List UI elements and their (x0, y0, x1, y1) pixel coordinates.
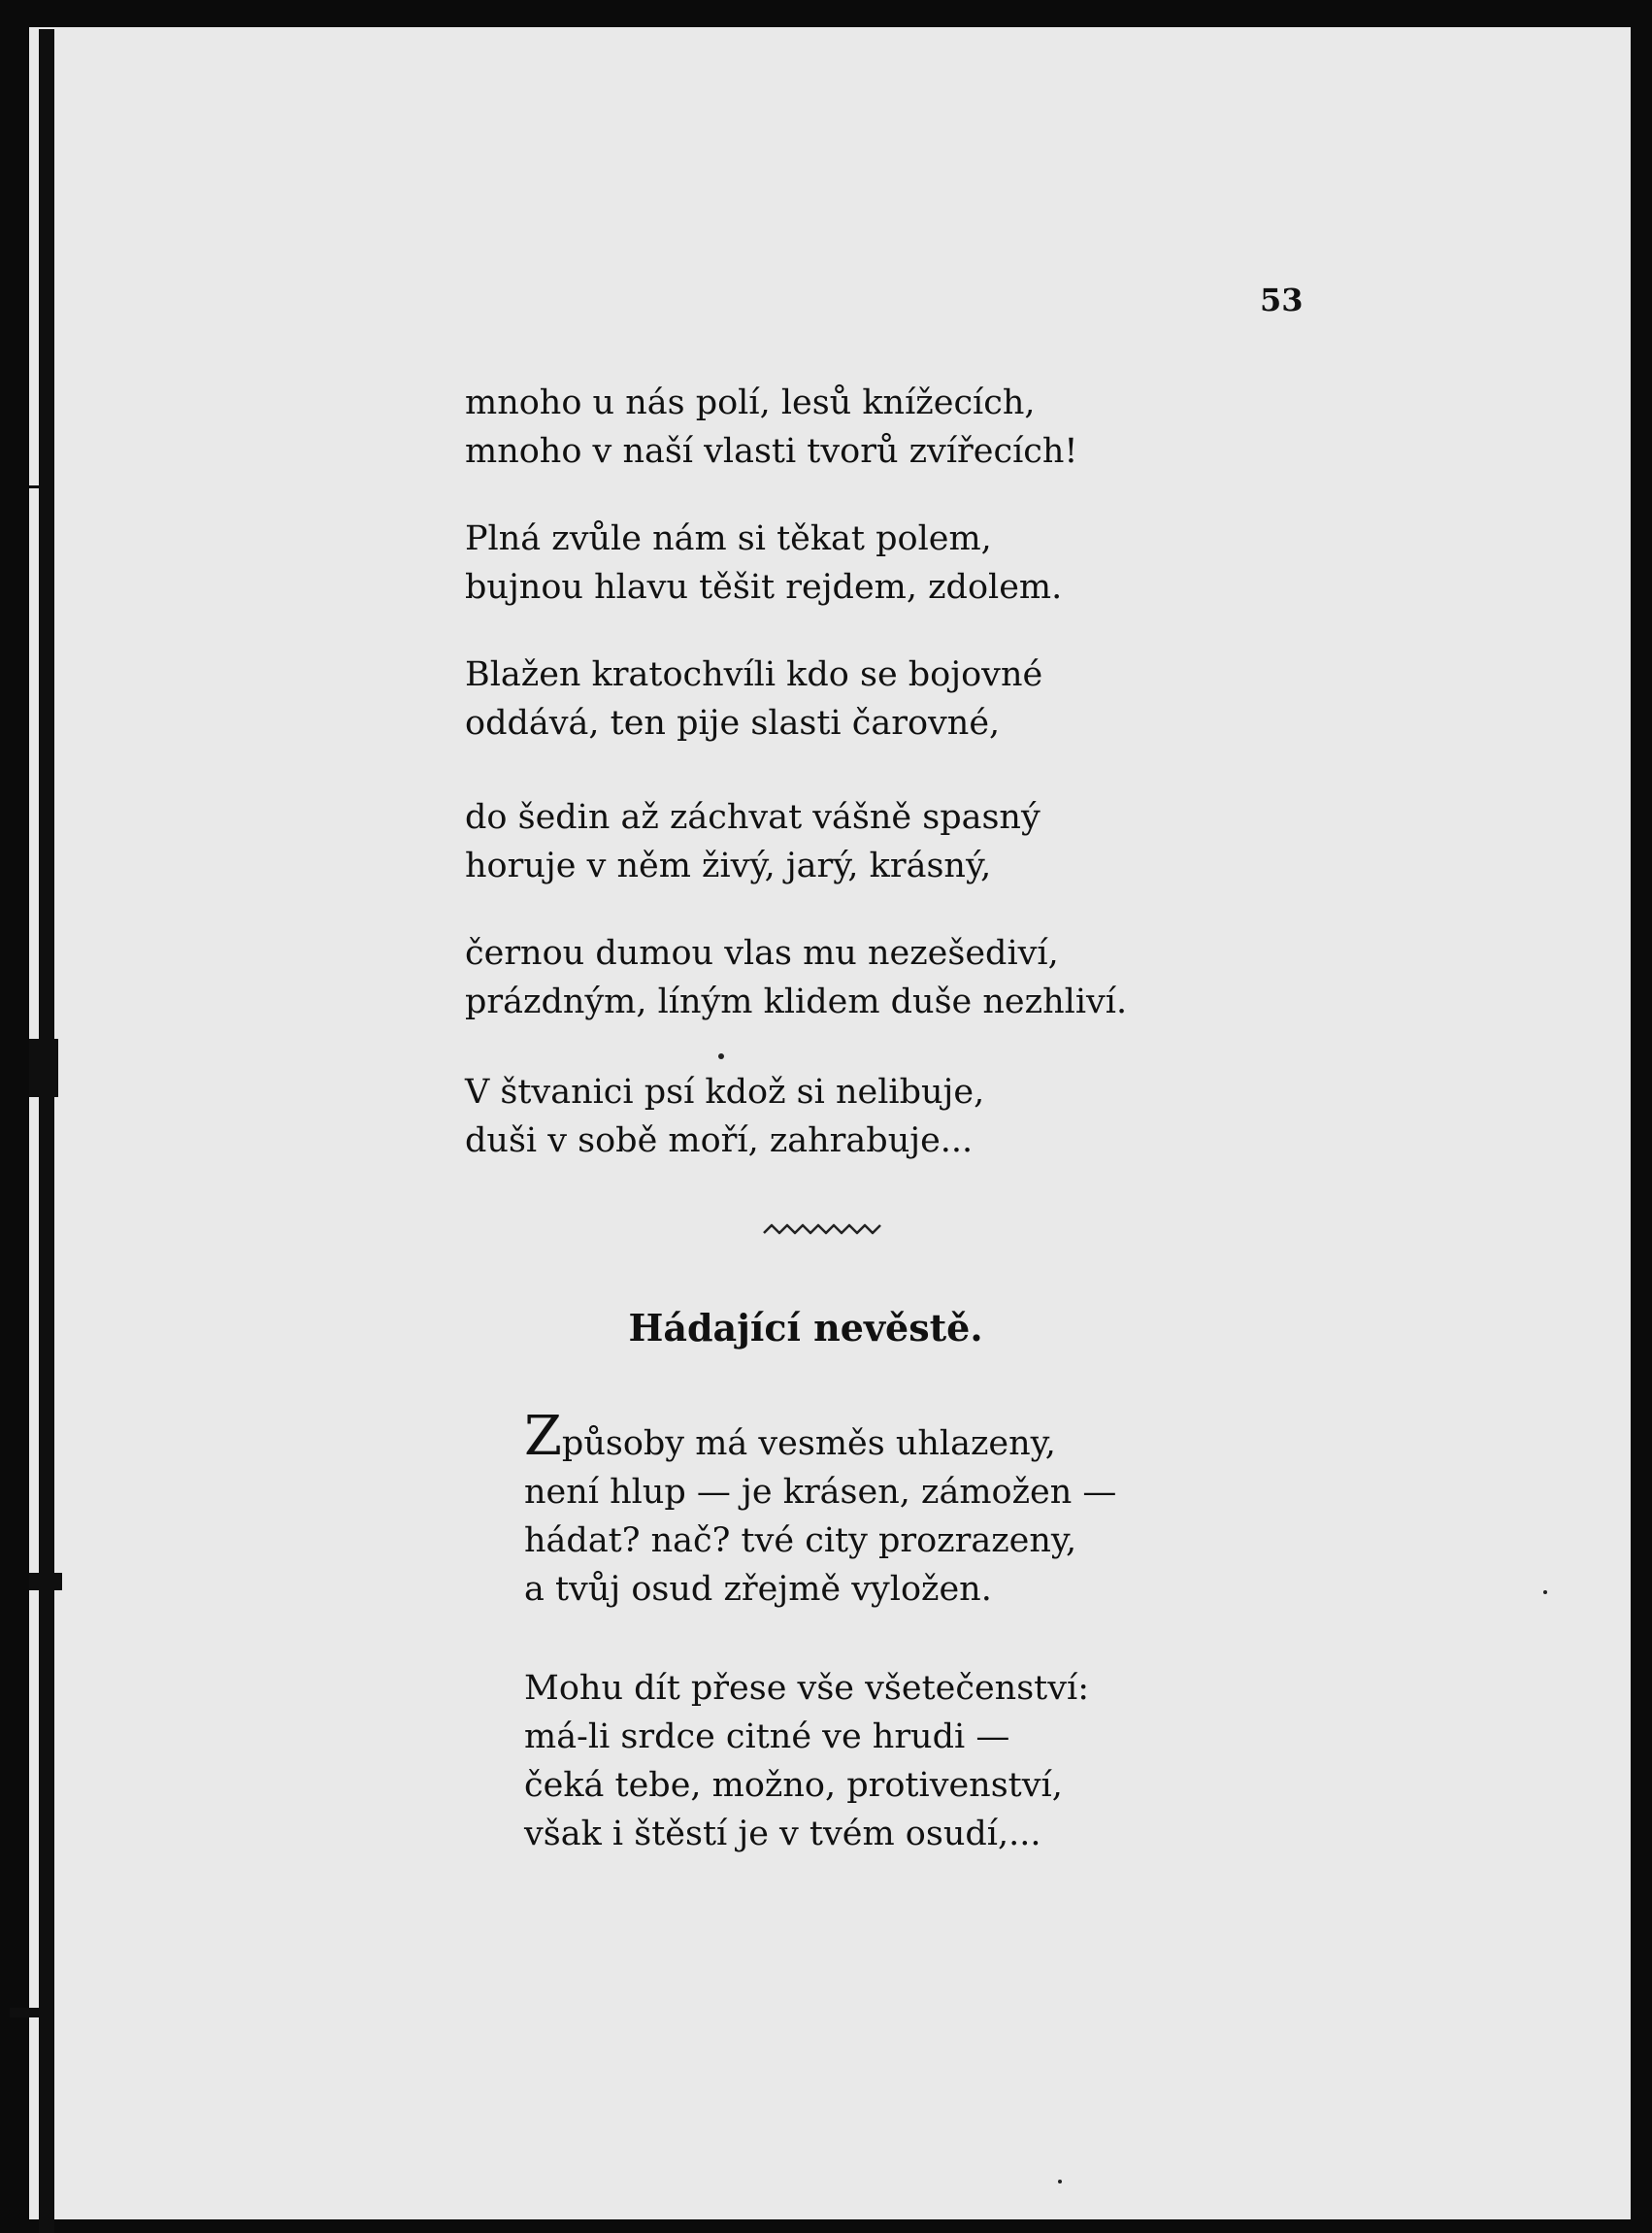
verse-line: a tvůj osud zřejmě vyložen. (524, 1570, 992, 1609)
verse-line: do šedin až záchvat vášně spasný (465, 798, 1041, 837)
poem1-stanza-2 (465, 515, 1062, 612)
drop-cap: Z (524, 1405, 562, 1468)
verse-line: horuje v něm živý, jarý, krásný, (465, 847, 992, 885)
verse-line: prázdným, líným klidem duše nezhliví. (465, 983, 1128, 1021)
verse-line: Plná zvůle nám si těkat polem, (465, 519, 992, 558)
verse-line: V štvanici psí kdož si nelibuje, (465, 1073, 985, 1112)
paper-speck (1058, 2180, 1062, 2183)
poem2-stanza-1 (524, 1405, 1117, 1614)
page-number: 53 (1260, 282, 1304, 318)
verse-line: Mohu dít přese vše všetečenství: (524, 1669, 1089, 1708)
binding-edge (39, 29, 54, 2233)
verse-line: má-li srdce citné ve hrudi — (524, 1717, 1010, 1756)
paper-speck (1543, 1590, 1547, 1594)
poem1-stanza-4 (465, 793, 1041, 890)
verse-line: není hlup — je krásen, zámožen — (524, 1473, 1117, 1512)
verse-line: mnoho u nás polí, lesů knížecích, (465, 383, 1036, 422)
poem1-stanza-3 (465, 650, 1042, 748)
paper-speck (718, 1053, 724, 1059)
verse-line: bujnou hlavu těšit rejdem, zdolem. (465, 568, 1063, 607)
binding-mark (29, 1039, 58, 1097)
verse-line: duši v sobě moří, zahrabuje... (465, 1121, 974, 1160)
verse-line-rest: působy má vesměs uhlazeny, (561, 1424, 1056, 1463)
binding-mark (10, 2008, 47, 2017)
poem1-stanza-6 (465, 1068, 984, 1165)
verse-line: černou dumou vlas mu nezešediví, (465, 934, 1059, 973)
verse-line: oddává, ten pije slasti čarovné, (465, 704, 1001, 743)
verse-line: hádat? nač? tvé city prozrazeny, (524, 1521, 1077, 1560)
binding-mark (29, 485, 52, 488)
poem1-stanza-5 (465, 929, 1127, 1026)
poem1-stanza-1 (465, 379, 1077, 476)
verse-line: čeká tebe, možno, protivenství, (524, 1766, 1063, 1805)
verse-line: mnoho v naší vlasti tvorů zvířecích! (465, 432, 1078, 471)
wavy-line-ornament-icon (762, 1219, 883, 1243)
verse-line: Blažen kratochvíli kdo se bojovné (465, 655, 1043, 694)
poem-title-text: Hádající nevěstě. (628, 1306, 983, 1350)
poem-title (0, 1306, 1652, 1350)
binding-mark (29, 1573, 62, 1590)
poem2-stanza-2 (524, 1664, 1089, 1858)
verse-line: však i štěstí je v tvém osudí,... (524, 1815, 1041, 1853)
verse-line-first (524, 1405, 1116, 1468)
